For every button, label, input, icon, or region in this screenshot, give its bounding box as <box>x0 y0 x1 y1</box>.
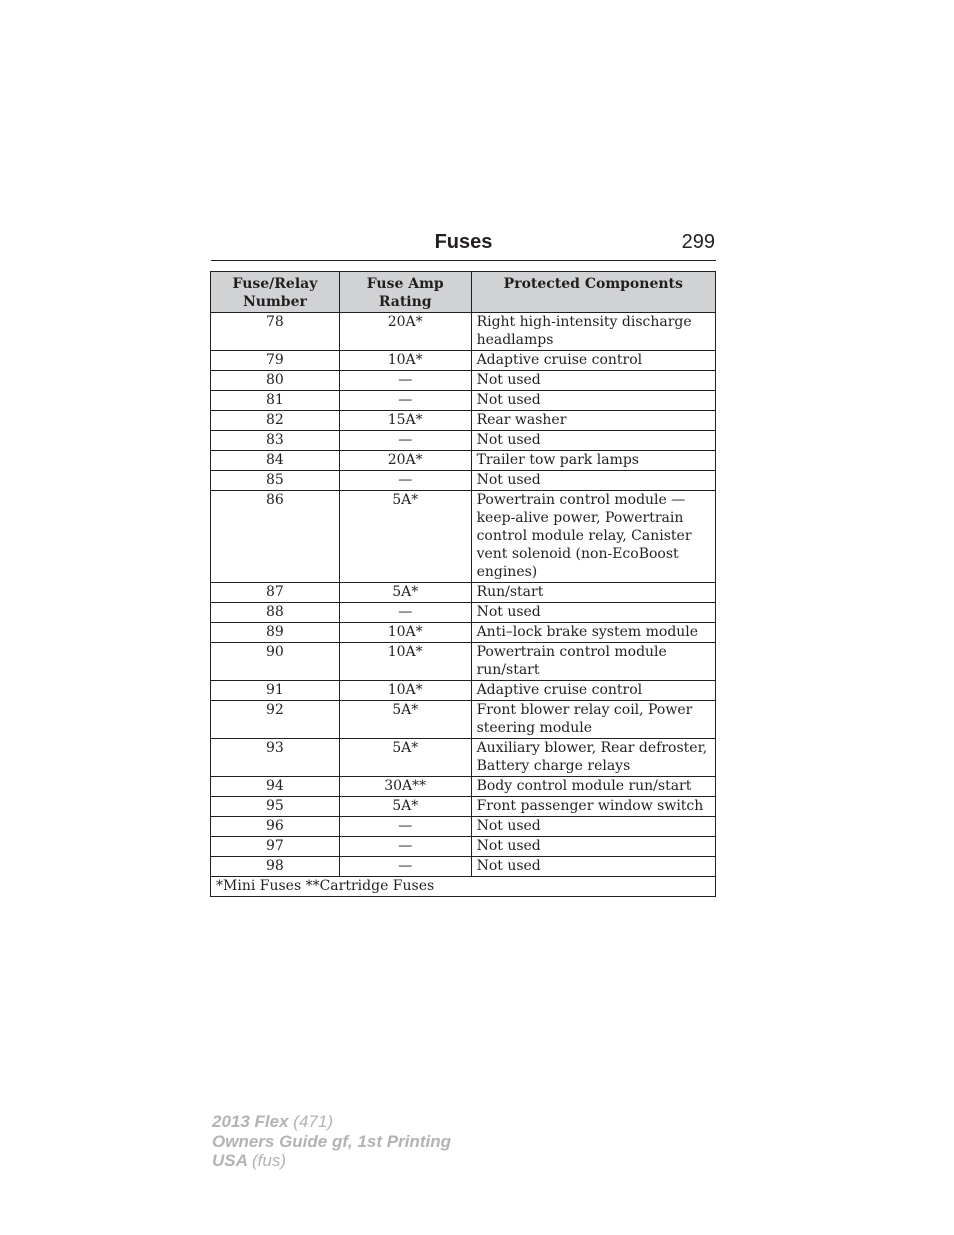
footnote-row <box>211 877 716 897</box>
amp-rating-cell: — <box>339 431 471 451</box>
page-number: 299 <box>681 231 715 253</box>
table-row <box>211 817 716 837</box>
table-row <box>211 857 716 877</box>
protected-component-cell: Adaptive cruise control <box>471 351 715 371</box>
amp-rating-cell: 10A* <box>339 623 471 643</box>
fuse-number-cell: 90 <box>211 643 340 681</box>
footer-line-guide: Owners Guide gf, 1st Printing <box>212 1131 451 1151</box>
table-row <box>211 583 716 603</box>
protected-component-cell: Auxiliary blower, Rear defroster, Battery charge relays <box>471 739 715 777</box>
table-row <box>211 351 716 371</box>
amp-rating-cell: 20A* <box>339 313 471 351</box>
footer-market-name: USA <box>212 1151 248 1170</box>
protected-component-cell: Not used <box>471 837 715 857</box>
amp-rating-cell: 5A* <box>339 701 471 739</box>
amp-rating-cell: 30A** <box>339 777 471 797</box>
table-row <box>211 603 716 623</box>
fuse-table-header <box>211 272 716 313</box>
table-row <box>211 777 716 797</box>
fuse-number-cell: 79 <box>211 351 340 371</box>
amp-rating-cell: 5A* <box>339 491 471 583</box>
fuse-number-cell: 97 <box>211 837 340 857</box>
table-row <box>211 623 716 643</box>
footer-line-market <box>212 1151 451 1171</box>
fuse-number-cell: 95 <box>211 797 340 817</box>
table-row <box>211 391 716 411</box>
protected-component-cell: Anti–lock brake system module <box>471 623 715 643</box>
protected-component-cell: Right high-intensity discharge headlamps <box>471 313 715 351</box>
protected-component-cell: Rear washer <box>471 411 715 431</box>
protected-component-cell: Front passenger window switch <box>471 797 715 817</box>
protected-component-cell: Not used <box>471 603 715 623</box>
fuse-number-cell: 78 <box>211 313 340 351</box>
fuse-number-cell: 89 <box>211 623 340 643</box>
table-row <box>211 411 716 431</box>
protected-component-cell: Not used <box>471 431 715 451</box>
footer-model-name: 2013 Flex <box>212 1112 289 1131</box>
table-row <box>211 837 716 857</box>
amp-rating-cell: 15A* <box>339 411 471 431</box>
amp-rating-cell: 10A* <box>339 351 471 371</box>
amp-rating-cell: 5A* <box>339 583 471 603</box>
table-row <box>211 491 716 583</box>
fuse-number-cell: 80 <box>211 371 340 391</box>
table-row <box>211 431 716 451</box>
column-header-components: Protected Components <box>471 272 715 313</box>
footer-line-model <box>212 1112 451 1132</box>
amp-rating-cell: 10A* <box>339 643 471 681</box>
header-row <box>211 272 716 313</box>
protected-component-cell: Run/start <box>471 583 715 603</box>
fuse-number-cell: 84 <box>211 451 340 471</box>
fuse-number-cell: 87 <box>211 583 340 603</box>
protected-component-cell: Not used <box>471 371 715 391</box>
table-row <box>211 451 716 471</box>
fuse-number-cell: 96 <box>211 817 340 837</box>
amp-rating-cell: — <box>339 837 471 857</box>
amp-rating-cell: — <box>339 371 471 391</box>
column-header-rating: Fuse Amp Rating <box>339 272 471 313</box>
fuse-table <box>210 271 716 897</box>
fuse-number-cell: 98 <box>211 857 340 877</box>
fuse-number-cell: 91 <box>211 681 340 701</box>
protected-component-cell: Not used <box>471 817 715 837</box>
table-row <box>211 371 716 391</box>
table-row <box>211 471 716 491</box>
protected-component-cell: Not used <box>471 471 715 491</box>
table-row <box>211 701 716 739</box>
protected-component-cell: Not used <box>471 857 715 877</box>
amp-rating-cell: — <box>339 857 471 877</box>
fuse-number-cell: 83 <box>211 431 340 451</box>
amp-rating-cell: 10A* <box>339 681 471 701</box>
amp-rating-cell: — <box>339 391 471 411</box>
fuse-number-cell: 92 <box>211 701 340 739</box>
fuse-number-cell: 88 <box>211 603 340 623</box>
protected-component-cell: Powertrain control module — keep-alive power, Powertrain control module relay, Canister vent solenoid (non-EcoBoost engines) <box>471 491 715 583</box>
protected-component-cell: Adaptive cruise control <box>471 681 715 701</box>
amp-rating-cell: — <box>339 817 471 837</box>
footer-model-code: (471) <box>293 1112 333 1131</box>
amp-rating-cell: — <box>339 603 471 623</box>
table-row <box>211 739 716 777</box>
table-row <box>211 681 716 701</box>
protected-component-cell: Front blower relay coil, Power steering module <box>471 701 715 739</box>
amp-rating-cell: 20A* <box>339 451 471 471</box>
fuse-table-body <box>211 313 716 897</box>
amp-rating-cell: 5A* <box>339 797 471 817</box>
amp-rating-cell: 5A* <box>339 739 471 777</box>
fuse-number-cell: 81 <box>211 391 340 411</box>
page-header <box>211 226 716 261</box>
amp-rating-cell: — <box>339 471 471 491</box>
document-footer <box>212 1112 451 1171</box>
protected-component-cell: Powertrain control module run/start <box>471 643 715 681</box>
fuse-number-cell: 93 <box>211 739 340 777</box>
fuse-number-cell: 85 <box>211 471 340 491</box>
protected-component-cell: Not used <box>471 391 715 411</box>
table-row <box>211 797 716 817</box>
table-footnote: *Mini Fuses **Cartridge Fuses <box>211 877 716 897</box>
table-row <box>211 643 716 681</box>
fuse-number-cell: 86 <box>211 491 340 583</box>
fuse-number-cell: 94 <box>211 777 340 797</box>
protected-component-cell: Body control module run/start <box>471 777 715 797</box>
fuse-number-cell: 82 <box>211 411 340 431</box>
column-header-number: Fuse/Relay Number <box>211 272 340 313</box>
footer-market-code: (fus) <box>252 1151 286 1170</box>
protected-component-cell: Trailer tow park lamps <box>471 451 715 471</box>
section-title: Fuses <box>434 231 493 253</box>
table-row <box>211 313 716 351</box>
